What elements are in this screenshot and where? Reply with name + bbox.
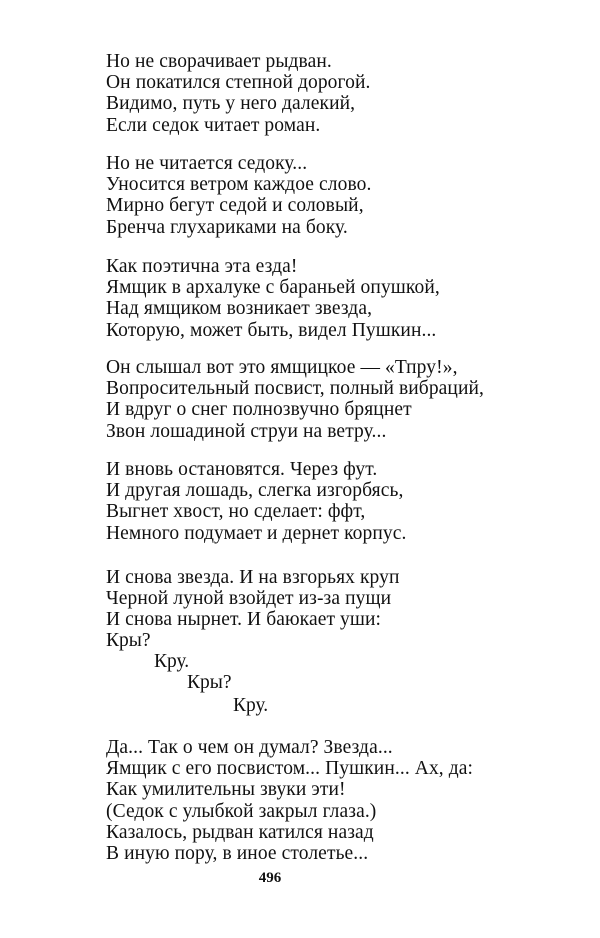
stanza-5	[106, 459, 566, 544]
stanza-4	[106, 357, 566, 442]
poem-line: И вновь остановятся. Через фут.	[106, 459, 378, 480]
poem-line: Видимо, путь у него далекий,	[106, 93, 356, 115]
poem-line: Вопросительный посвист, полный вибраций,	[106, 378, 485, 400]
poem-line: Но не сворачивает рыдван.	[106, 51, 332, 72]
poem-line: Уносится ветром каждое слово.	[106, 174, 372, 196]
poem-line: Выгнет хвост, но сделает: ффт,	[106, 501, 366, 523]
poem-line: Черной луной взойдет из-за пущи	[106, 588, 392, 610]
poem-line: И снова нырнет. И баюкает уши:	[106, 609, 382, 631]
poem-line: Как поэтична эта езда!	[106, 256, 298, 277]
poem-line: (Седок с улыбкой закрыл глаза.)	[106, 800, 377, 822]
poem-line: Он слышал вот это ямщицкое — «Тпру!»,	[106, 357, 458, 378]
poem-line: Ямщик в архалуке с бараньей опушкой,	[106, 277, 440, 299]
poem-line: Мирно бегут седой и соловый,	[106, 195, 364, 217]
poem-line: Немного подумает и дернет корпус.	[106, 522, 407, 544]
stepped-line-1: Кры?	[106, 630, 151, 651]
poem-line: Если седок читает роман.	[106, 114, 321, 136]
stanza-7	[106, 737, 566, 864]
stanza-2	[106, 153, 566, 238]
poem-line: Казалось, рыдван катился назад	[106, 821, 374, 843]
stanza-1	[106, 51, 566, 136]
poem-line: И вдруг о снег полнозвучно бряцнет	[106, 399, 412, 421]
poem-line: Бренча глухариками на боку.	[106, 216, 348, 238]
stepped-line-2: Кру.	[154, 651, 190, 672]
stepped-line-3: Кры?	[187, 672, 232, 693]
stanza-3	[106, 256, 566, 341]
poem-line: Но не читается седоку...	[106, 153, 308, 174]
poem-line: Ямщик с его посвистом... Пушкин... Ах, да:	[106, 758, 474, 780]
poem-line: И снова звезда. И на взгорьях круп	[106, 567, 400, 588]
poem-line: Звон лошадиной струи на ветру...	[106, 420, 387, 442]
poem-line: Над ямщиком возникает звезда,	[106, 298, 373, 320]
poem-line: Которую, может быть, видел Пушкин...	[106, 319, 437, 341]
poem-line: Он покатился степной дорогой.	[106, 72, 371, 94]
page-number: 496	[258, 870, 282, 886]
poem-line: И другая лошадь, слегка изгорбясь,	[106, 480, 404, 502]
stepped-line-4: Кру.	[233, 695, 269, 716]
poem-line: В иную пору, в иное столетье...	[106, 843, 369, 865]
poem-line: Как умилительны звуки эти!	[106, 779, 346, 801]
stanza-6	[106, 567, 566, 631]
poem-line: Да... Так о чем он думал? Звезда...	[106, 737, 393, 758]
